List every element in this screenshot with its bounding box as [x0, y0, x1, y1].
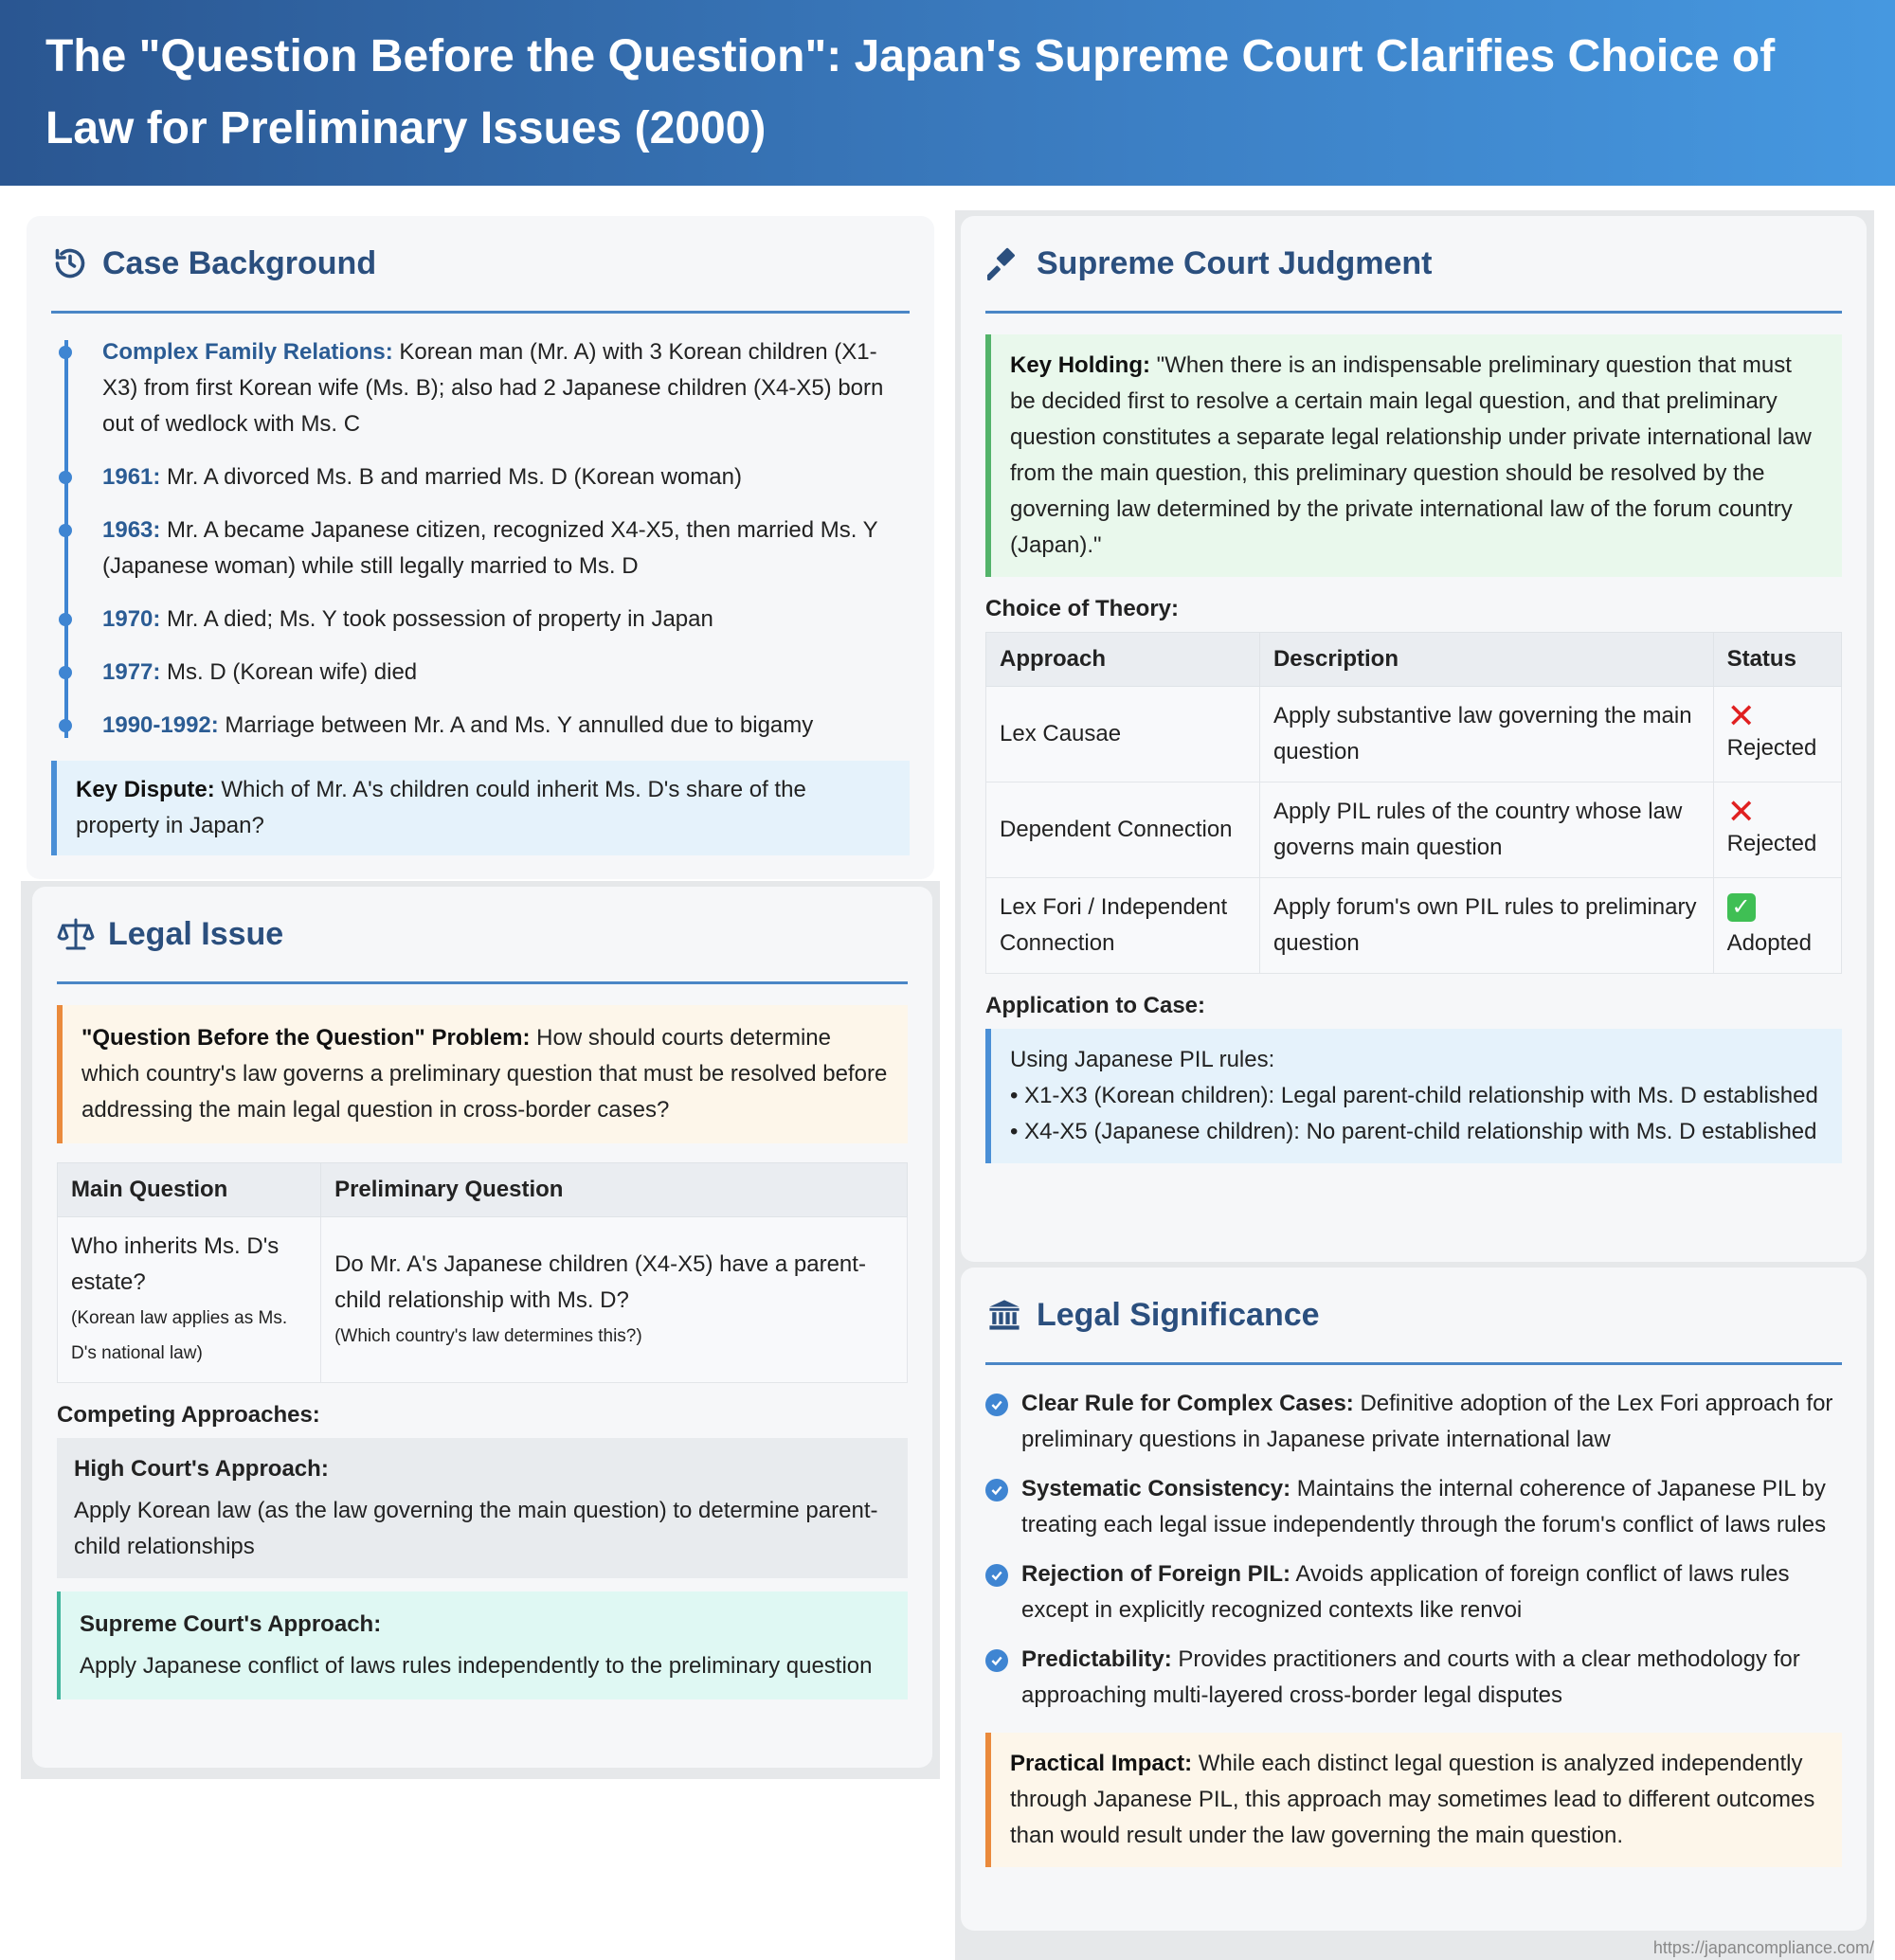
- competing-approaches-label: Competing Approaches:: [57, 1402, 320, 1428]
- item-text: Provides practitioners and courts with a clear methodology for approaching multi-layered cross-border legal disputes: [1021, 1646, 1800, 1708]
- timeline-lead: 1990-1992:: [102, 712, 219, 738]
- practical-impact-text: While each distinct legal question is analyzed independently through Japanese PIL, this approach may sometimes lead to different outcomes than would result under the law governing the main question.: [1010, 1751, 1815, 1848]
- case-background-card: [27, 216, 934, 879]
- key-dispute-callout: [51, 761, 910, 855]
- case-background-title: Case Background: [102, 244, 377, 281]
- check-circle-icon: [985, 1649, 1008, 1672]
- check-circle-icon: [985, 1564, 1008, 1587]
- item-lead: Systematic Consistency:: [1021, 1476, 1291, 1501]
- col-header-preliminary: Preliminary Question: [321, 1163, 908, 1217]
- gavel-icon: [985, 244, 1023, 282]
- judgment-card: [961, 216, 1867, 1262]
- legal-issue-header: [57, 887, 908, 984]
- item-text: Avoids application of foreign conflict of laws rules except in explicitly recognized contexts like renvoi: [1021, 1561, 1790, 1623]
- status-cell: [1713, 782, 1841, 878]
- high-court-approach: [57, 1438, 908, 1578]
- item-lead: Predictability:: [1021, 1646, 1172, 1672]
- timeline-item: [102, 334, 910, 442]
- item-text: Definitive adoption of the Lex Fori approach for preliminary questions in Japanese private international law: [1021, 1391, 1833, 1452]
- table-row: [986, 878, 1842, 974]
- preliminary-question-cell: [321, 1217, 908, 1383]
- page-title: The "Question Before the Question": Japan's Supreme Court Clarifies Choice of Law for Preliminary Issues (2000): [45, 31, 1776, 153]
- application-callout: [985, 1029, 1842, 1163]
- key-dispute-label: Key Dispute:: [76, 777, 215, 802]
- main-question-cell: [58, 1217, 321, 1383]
- item-lead: Clear Rule for Complex Cases:: [1021, 1391, 1354, 1416]
- cross-mark-icon: ✕: [1726, 792, 1756, 831]
- timeline-item: [102, 512, 910, 584]
- judgment-title: Supreme Court Judgment: [1037, 244, 1433, 281]
- approach-cell: Lex Causae: [986, 687, 1260, 782]
- timeline-item: [102, 602, 910, 638]
- timeline-lead: 1961:: [102, 464, 161, 490]
- timeline-lead: 1977:: [102, 659, 161, 685]
- description-cell: Apply substantive law governing the main question: [1259, 687, 1713, 782]
- list-item: [985, 1386, 1842, 1458]
- judgment-header: [985, 216, 1842, 314]
- preliminary-question-text: Do Mr. A's Japanese children (X4-X5) have a parent-child relationship with Ms. D?: [334, 1250, 866, 1313]
- list-item: [985, 1471, 1842, 1543]
- table-row: [58, 1217, 908, 1383]
- timeline-text: Marriage between Mr. A and Ms. Y annulled due to bigamy: [218, 712, 814, 738]
- list-item: [985, 1556, 1842, 1628]
- check-box-icon: ✓: [1727, 893, 1756, 922]
- status-text: Rejected: [1726, 735, 1817, 761]
- timeline-text: Ms. D (Korean wife) died: [160, 659, 418, 685]
- significance-title: Legal Significance: [1037, 1296, 1320, 1333]
- col-header-description: Description: [1259, 633, 1713, 687]
- timeline-text: Mr. A divorced Ms. B and married Ms. D (Korean woman): [160, 464, 742, 490]
- main-question-note: (Korean law applies as Ms. D's national law): [71, 1308, 288, 1363]
- key-holding-label: Key Holding:: [1010, 352, 1150, 378]
- timeline-item: [102, 655, 910, 691]
- timeline-item: [102, 708, 910, 744]
- application-label: Application to Case:: [985, 993, 1206, 1018]
- approach-cell: Lex Fori / Independent Connection: [986, 878, 1260, 974]
- landmark-icon: [985, 1296, 1023, 1334]
- table-row: [986, 782, 1842, 878]
- timeline-lead: 1970:: [102, 606, 161, 632]
- timeline-text: Mr. A died; Ms. Y took possession of property in Japan: [160, 606, 713, 632]
- supreme-court-text: Apply Japanese conflict of laws rules independently to the preliminary question: [80, 1653, 873, 1679]
- timeline-lead: Complex Family Relations:: [102, 339, 393, 365]
- problem-callout: [57, 1005, 908, 1143]
- key-dispute-text: Which of Mr. A's children could inherit Ms. D's share of the property in Japan?: [76, 777, 806, 838]
- significance-card: [961, 1268, 1867, 1931]
- question-table: [57, 1162, 908, 1383]
- key-holding-text: "When there is an indispensable preliminary question that must be decided first to resolve a certain main legal question, and that preliminary question constitutes a separate legal relationship under private international law from the main question, this preliminary question should be resolved by the governing law determined by the private international law of the forum country (Japan).": [1010, 352, 1812, 558]
- problem-label: "Question Before the Question" Problem:: [81, 1025, 531, 1051]
- theory-table: [985, 632, 1842, 974]
- timeline-text: Korean man (Mr. A) with 3 Korean children (X1-X3) from first Korean wife (Ms. B); also had 2 Japanese children (X4-X5) born out of wedlock with Ms. C: [102, 339, 884, 437]
- high-court-text: Apply Korean law (as the law governing the main question) to determine parent-child relationships: [74, 1498, 878, 1559]
- application-intro: Using Japanese PIL rules:: [1010, 1047, 1275, 1072]
- significance-header: [985, 1268, 1842, 1365]
- description-cell: Apply PIL rules of the country whose law governs main question: [1259, 782, 1713, 878]
- col-header-main: Main Question: [58, 1163, 321, 1217]
- practical-impact-callout: [985, 1733, 1842, 1867]
- check-circle-icon: [985, 1479, 1008, 1501]
- application-item: • X1-X3 (Korean children): Legal parent-child relationship with Ms. D established: [1010, 1083, 1818, 1108]
- case-timeline: [51, 334, 910, 744]
- scales-icon: [57, 915, 95, 953]
- status-text: Adopted: [1726, 930, 1812, 956]
- status-cell: [1713, 687, 1841, 782]
- application-item: • X4-X5 (Japanese children): No parent-child relationship with Ms. D established: [1010, 1119, 1817, 1144]
- significance-list: [985, 1386, 1842, 1714]
- timeline-item: [102, 459, 910, 495]
- list-item: [985, 1642, 1842, 1714]
- legal-issue-card: [32, 887, 932, 1768]
- main-question-text: Who inherits Ms. D's estate?: [71, 1233, 280, 1295]
- status-cell: [1713, 878, 1841, 974]
- footer-url: https://japancompliance.com/: [1652, 1938, 1874, 1957]
- item-lead: Rejection of Foreign PIL:: [1021, 1561, 1291, 1587]
- case-background-header: [51, 216, 910, 314]
- timeline-text: Mr. A became Japanese citizen, recognized X4-X5, then married Ms. Y (Japanese woman) while still legally married to Ms. D: [102, 517, 878, 579]
- item-text: Maintains the internal coherence of Japanese PIL by treating each legal issue independently through the forum's conflict of laws rules: [1021, 1476, 1827, 1537]
- status-text: Rejected: [1726, 831, 1817, 856]
- supreme-court-label: Supreme Court's Approach:: [80, 1611, 382, 1637]
- description-cell: Apply forum's own PIL rules to preliminary question: [1259, 878, 1713, 974]
- cross-mark-icon: ✕: [1726, 696, 1756, 735]
- high-court-label: High Court's Approach:: [74, 1456, 329, 1482]
- approach-cell: Dependent Connection: [986, 782, 1260, 878]
- practical-impact-label: Practical Impact:: [1010, 1751, 1193, 1776]
- timeline-lead: 1963:: [102, 517, 161, 543]
- preliminary-question-note: (Which country's law determines this?): [334, 1325, 642, 1346]
- page-header: [0, 0, 1895, 186]
- check-circle-icon: [985, 1394, 1008, 1416]
- col-header-status: Status: [1713, 633, 1841, 687]
- problem-text: How should courts determine which country's law governs a preliminary question that must be resolved before addressing the main legal question in cross-border cases?: [81, 1025, 888, 1123]
- key-holding-callout: [985, 334, 1842, 577]
- supreme-court-approach: [57, 1591, 908, 1699]
- history-icon: [51, 244, 89, 282]
- table-row: [986, 687, 1842, 782]
- choice-of-theory-label: Choice of Theory:: [985, 596, 1180, 621]
- legal-issue-title: Legal Issue: [108, 915, 284, 952]
- col-header-approach: Approach: [986, 633, 1260, 687]
